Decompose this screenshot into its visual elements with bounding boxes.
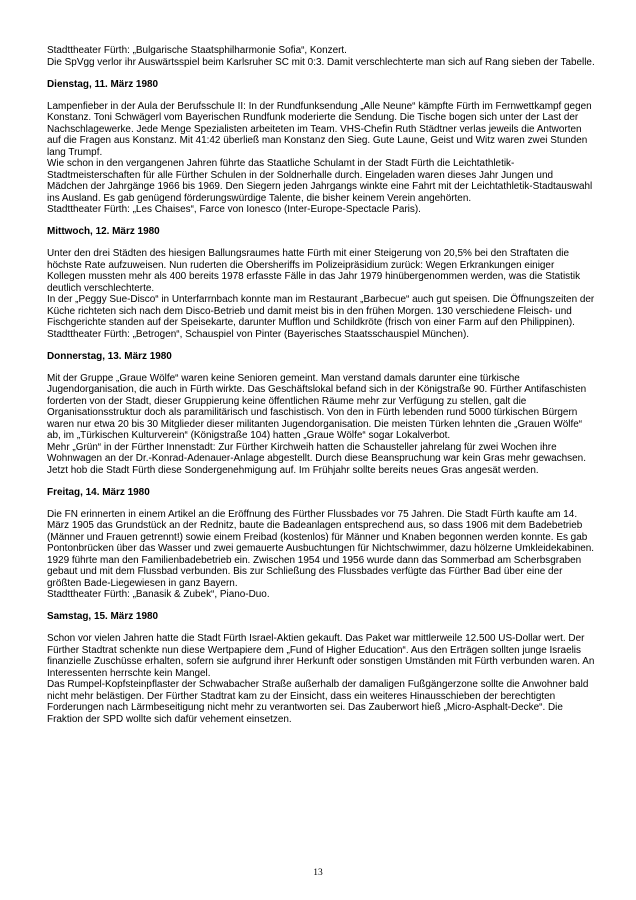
- day-entry: [47, 101, 595, 216]
- document-page: [47, 45, 595, 736]
- entry-paragraph: Das Rumpel-Kopfsteinpflaster der Schwabacher Straße außerhalb der damaligen Fußgängerzone sollte die Anwohner bald nicht mehr belästigen. Der Fürther Stadtrat kam zu der Einsicht, dass ein weiteres Hinausschieben der berechtigten Forderungen nach Lärmbeseitigung nicht mehr zu verantworten sei. Das Zauberwort hieß „Micro-Asphalt-Decke“. Die Fraktion der SPD wollte sich dafür vehement einsetzen.: [47, 679, 589, 725]
- page-number: 13: [313, 868, 323, 878]
- entry-paragraph: Schon vor vielen Jahren hatte die Stadt Fürth Israel-Aktien gekauft. Das Paket war mittlerweile 12.500 US-Dollar wert. Der Fürther Stadtrat schenkte nun diese Wertpapiere dem „Fund of Higher Education“. Aus den Erträgen sollten junge Israelis finanzielle Zuschüsse erhalten, sofern sie aufgrund ihrer Herkunft oder sonstigen Umständen mit Fürth verbunden waren. An Interessenten herrschte kein Mangel.: [47, 633, 595, 679]
- entry-paragraph: Unter den drei Städten des hiesigen Ballungsraumes hatte Fürth mit einer Steigerung von 20,5% bei den Straftaten die höchste Rate aufzuweisen. Nun ruderten die Obersheriffs im Polizeipräsidium zurück: Wegen Erkrankungen einiger Kollegen mussten mehr als 400 bereits 1978 erfasste Fälle in das Jahr 1979 hinübergenommen werden, was die Statistik deutlich verschlechterte.: [47, 248, 581, 294]
- intro-paragraph: Die SpVgg verlor ihr Auswärtsspiel beim Karlsruher SC mit 0:3. Damit verschlechterte man sich auf Rang sieben der Tabelle.: [47, 56, 595, 68]
- day-entry: [47, 509, 595, 601]
- entry-paragraph: Stadttheater Fürth: „Betrogen“, Schauspiel von Pinter (Bayerisches Staatsschauspiel München).: [47, 328, 470, 340]
- intro-section: [47, 45, 595, 68]
- date-heading: Mittwoch, 12. März 1980: [47, 226, 160, 237]
- entry-paragraph: In der „Peggy Sue-Disco“ in Unterfarrnbach konnte man im Restaurant „Barbecue“ auch gut speisen. Die Öffnungszeiten der Küche richteten sich nach dem Disco-Betrieb und damit meist bis in den frühen Morgen. 130 verschiedene Fleisch- und Fischgerichte standen auf der Speisekarte, darunter Mufflon und Schildkröte (frisch von einer Farm auf den Philippinen).: [47, 294, 595, 328]
- entry-paragraph: Die FN erinnerten in einem Artikel an die Eröffnung des Fürther Flussbades vor 75 Jahren. Die Stadt Fürth kaufte am 14. März 1905 das Grundstück an der Rednitz, baute die Badeanlagen entsprechend aus, so dass 1906 mit dem Badebetrieb (Männer und Frauen getrennt!) sowie einem Freibad (kostenlos) für Männer und Knaben begonnen werden konnte. Es gab Pontonbrücken über das Wasser und zwei gemauerte Ausbuchtungen für Nichtschwimmer, dazu hölzerne Umkleidekabinen. 1929 führte man den Familienbadebetrieb ein. Zwischen 1954 und 1956 wurde dann das Sommerbad am Scherbsgraben gebaut und mit dem Flussbad verbunden. Bis zur Schließung des Flussbades verfügte das Fürther Bad über eine der größten Bade-Liegewiesen in ganz Bayern.: [47, 508, 595, 589]
- entry-paragraph: Lampenfieber in der Aula der Berufsschule II: In der Rundfunksendung „Alle Neune“ kämpfte Fürth im Fernwettkampf gegen Konstanz. Toni Schwägerl vom Bayerischen Rundfunk moderierte die Sendung. Die Tische bogen sich unter der Last der Nachschlagewerke. Jede Menge Spezialisten arbeiteten im Team. VHS-Chefin Ruth Städtner verlas jeweils die Antworten auf die Fragen aus Konstanz. Mit 41:42 überließ man Konstanz den Sieg. Gute Laune, Geist und Witz waren zwei Stunden lang Trumpf.: [47, 100, 592, 158]
- entry-paragraph: Stadttheater Fürth: „Les Chaises“, Farce von Ionesco (Inter-Europe-Spectacle Paris).: [47, 204, 421, 215]
- entry-paragraph: Mehr „Grün“ in der Fürther Innenstadt: Zur Fürther Kirchweih hatten die Schausteller jahrelang für zwei Wochen ihre Wohnwagen an der Dr.-Konrad-Adenauer-Anlage abgestellt. Durch diese Beanspruchung war kein Gras mehr gewachsen. Jetzt hob die Stadt Fürth diese Sondergenehmigung auf. Im Frühjahr sollte bereits neues Gras angesät werden.: [47, 441, 586, 476]
- day-entry: [47, 373, 595, 477]
- date-heading: Samstag, 15. März 1980: [47, 611, 159, 622]
- day-entry: [47, 633, 595, 725]
- date-heading: Donnerstag, 13. März 1980: [47, 350, 172, 362]
- intro-paragraph: Stadttheater Fürth: „Bulgarische Staatsphilharmonie Sofia“, Konzert.: [47, 45, 347, 56]
- entry-paragraph: Wie schon in den vergangenen Jahren führte das Staatliche Schulamt in der Stadt Fürth die Leichtathletik-Stadtmeisterschaften für alle Fürther Schulen in der Soldnerhalle durch. Eingeladen waren dieses Jahr Jungen und Mädchen der Jahrgänge 1966 bis 1969. Den Siegern jeden Jahrgangs winkte eine Fahrt mit der Leichtathletik-Stadtauswahl ins Ausland. Es gab genügend förderungswürdige Talente, die bisher keinem Verein angehörten.: [47, 158, 593, 204]
- entry-paragraph: Mit der Gruppe „Graue Wölfe“ waren keine Senioren gemeint. Man verstand damals darunter eine türkische Jugendorganisation, die auch in Fürth wirkte. Das Geschäftslokal befand sich in der Königstraße 90. Fürther Antifaschisten forderten von der Stadt, dieser Gruppierung keine öffentlichen Räume mehr zur Verfügung zu stellen, galt die Organisationsstruktur doch als paramilitärisch und faschistisch. Von den in Fürth lebenden rund 5000 türkischen Bürgern waren nur etwa 20 bis 30 Mitglieder dieser militanten Jugendorganisation. Die meisten Türken lehnten die „Grauen Wölfe“ ab, im „Türkischen Kulturverein“ (Königstraße 104) hatten „Graue Wölfe“ sogar Lokalverbot.: [47, 372, 587, 441]
- date-heading: Dienstag, 11. März 1980: [47, 78, 159, 90]
- entry-paragraph: Stadttheater Fürth: „Banasik & Zubek“, Piano-Duo.: [47, 589, 270, 600]
- day-entry: [47, 248, 595, 340]
- date-heading: Freitag, 14. März 1980: [47, 486, 150, 498]
